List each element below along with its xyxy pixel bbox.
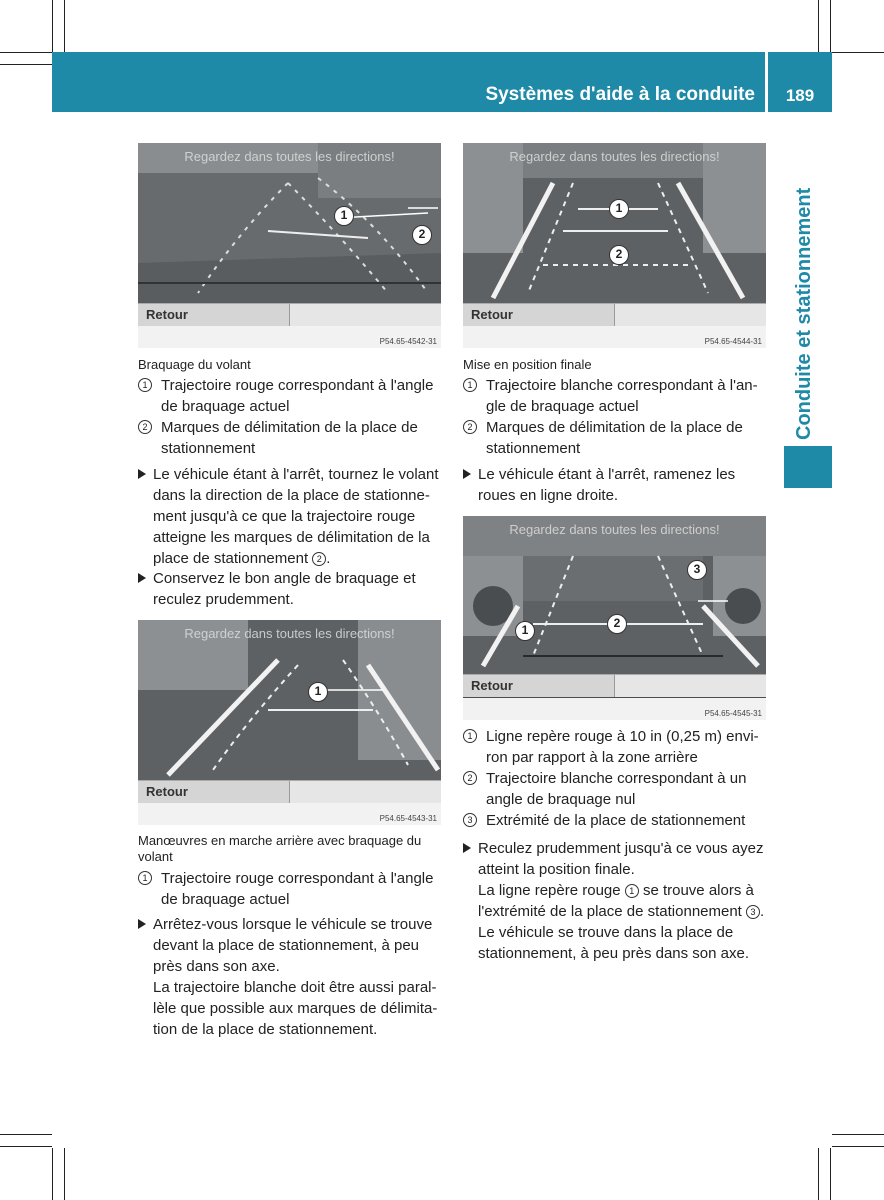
legend-number: 2	[138, 420, 152, 434]
header-bar	[52, 52, 765, 112]
instruction-bullet	[463, 838, 771, 968]
callout-1: 1	[308, 682, 328, 702]
legend-text: Ligne repère rouge à 10 in (0,25 m) envi-ron par rapport à la zone arrière	[486, 728, 759, 766]
inline-ref-number: 2	[312, 552, 326, 566]
crop-mark	[832, 1146, 884, 1147]
camera-figure-1	[138, 143, 441, 348]
bullet-arrow-icon	[463, 843, 471, 853]
crop-mark	[0, 1146, 52, 1147]
crop-mark	[64, 1148, 65, 1200]
retour-bar	[138, 303, 441, 326]
camera-scene	[138, 143, 441, 303]
callout-2: 2	[607, 614, 627, 634]
crop-mark	[64, 0, 65, 52]
legend-number: 1	[138, 871, 152, 885]
bullet-arrow-icon	[463, 469, 471, 479]
legend-item	[138, 375, 446, 419]
bullet-arrow-icon	[138, 919, 146, 929]
legend-item	[463, 726, 769, 770]
callout-1: 1	[515, 621, 535, 641]
instruction-text: Reculez prudemment jusqu'à ce vous ayez atteint la position finale. La ligne repère rouge 1 se trouve alors à l'extrémité de la place de stationnement 3 . Le véhicule se trouve dans la place de stationnement, à peu près dans son axe.	[478, 840, 765, 962]
callout-2: 2	[609, 245, 629, 265]
camera-view	[463, 516, 766, 674]
page-number-box	[768, 52, 832, 112]
crop-mark	[0, 64, 52, 65]
legend-number: 2	[463, 771, 477, 785]
legend-text: Marques de délimitation de la place de stationnement	[161, 419, 418, 457]
bullet-arrow-icon	[138, 469, 146, 479]
crop-mark	[818, 1148, 819, 1200]
instruction-bullet	[463, 464, 769, 508]
legend-item	[463, 417, 769, 461]
instruction-text: Arrêtez-vous lorsque le véhicule se trouve devant la place de stationnement, à peu près dans son axe. La trajectoire blanche doit être aussi paral-lèle que possible aux marques de délimita-tion de la place de stationnement.	[153, 916, 438, 1038]
camera-warning: Regardez dans toutes les directions!	[184, 149, 395, 164]
callout-2: 2	[412, 225, 432, 245]
camera-figure-4	[463, 516, 766, 720]
figure-footer	[138, 803, 441, 825]
instruction-text: Le véhicule étant à l'arrêt, ramenez les roues en ligne droite.	[478, 466, 736, 504]
retour-bar	[463, 303, 766, 326]
legend-number: 2	[463, 420, 477, 434]
camera-view	[463, 143, 766, 303]
legend-text: Trajectoire rouge correspondant à l'angle de braquage actuel	[161, 870, 434, 908]
legend-number: 3	[463, 813, 477, 827]
crop-mark	[830, 0, 831, 52]
legend-item	[463, 768, 769, 812]
crop-mark	[52, 1148, 53, 1200]
camera-view	[138, 620, 441, 780]
crop-mark	[832, 52, 884, 53]
crop-mark	[0, 1134, 52, 1135]
figure-footer	[463, 326, 766, 348]
figure-ref: P54.65-4545-31	[704, 709, 762, 718]
callout-1: 1	[334, 206, 354, 226]
legend-text: Extrémité de la place de stationnement	[486, 812, 746, 829]
page-number: 189	[785, 86, 815, 105]
camera-scene	[463, 516, 766, 674]
crop-mark	[52, 0, 53, 52]
inline-ref-number: 1	[625, 884, 639, 898]
retour-bar	[463, 674, 766, 697]
bullet-arrow-icon	[138, 573, 146, 583]
chapter-tab-label: Conduite et stationnement	[793, 187, 815, 440]
legend-text: Trajectoire blanche correspondant à un angle de braquage nul	[486, 770, 747, 808]
legend-text: Trajectoire blanche correspondant à l'an-gle de braquage actuel	[486, 377, 758, 415]
callout-1: 1	[609, 199, 629, 219]
instruction-bullet	[138, 914, 448, 1044]
callout-3: 3	[687, 560, 707, 580]
figure-ref: P54.65-4544-31	[704, 337, 762, 346]
instruction-note: La trajectoire blanche doit être aussi paral-lèle que possible aux marques de délimita-tion de la place de stationnement.	[153, 979, 438, 1038]
camera-warning: Regardez dans toutes les directions!	[184, 626, 395, 641]
legend-item	[463, 375, 769, 419]
page-title: Systèmes d'aide à la conduite	[485, 84, 755, 105]
inline-ref-number: 3	[746, 905, 760, 919]
instruction-text: Le véhicule étant à l'arrêt, tournez le volant dans la direction de la place de stationne-ment jusqu'à ce que la trajectoire rouge atteigne les marques de délimitation de la place de stationnement 2 .	[153, 466, 439, 567]
instruction-bullet	[138, 568, 448, 612]
figure-ref: P54.65-4543-31	[379, 814, 437, 823]
legend-text: Trajectoire rouge correspondant à l'angle de braquage actuel	[161, 377, 434, 415]
legend-item	[138, 868, 446, 912]
crop-mark	[0, 52, 52, 53]
camera-warning: Regardez dans toutes les directions!	[509, 522, 720, 537]
camera-view	[138, 143, 441, 303]
legend-number: 1	[463, 729, 477, 743]
figure-caption: Manœuvres en marche arrière avec braquage du volant	[138, 833, 422, 864]
camera-warning: Regardez dans toutes les directions!	[509, 149, 720, 164]
legend-item	[463, 810, 769, 834]
camera-figure-2	[463, 143, 766, 348]
camera-scene	[138, 620, 441, 780]
figure-caption: Braquage du volant	[138, 357, 251, 372]
figure-footer	[463, 698, 766, 720]
instruction-bullet	[138, 464, 448, 570]
back-button[interactable]: Retour	[463, 304, 615, 326]
legend-number: 1	[463, 378, 477, 392]
legend-text: Marques de délimitation de la place de stationnement	[486, 419, 743, 457]
retour-bar	[138, 780, 441, 803]
figure-caption: Mise en position finale	[463, 357, 592, 372]
legend-item	[138, 417, 446, 461]
crop-mark	[830, 1148, 831, 1200]
legend-number: 1	[138, 378, 152, 392]
chapter-tab-marker	[784, 446, 832, 488]
camera-figure-3	[138, 620, 441, 825]
figure-footer	[138, 326, 441, 348]
instruction-text: Conservez le bon angle de braquage et reculez prudemment.	[153, 570, 416, 608]
back-button[interactable]: Retour	[463, 675, 615, 697]
back-button[interactable]: Retour	[138, 781, 290, 803]
back-button[interactable]: Retour	[138, 304, 290, 326]
camera-scene	[463, 143, 766, 303]
figure-ref: P54.65-4542-31	[379, 337, 437, 346]
crop-mark	[818, 0, 819, 52]
crop-mark	[832, 1134, 884, 1135]
